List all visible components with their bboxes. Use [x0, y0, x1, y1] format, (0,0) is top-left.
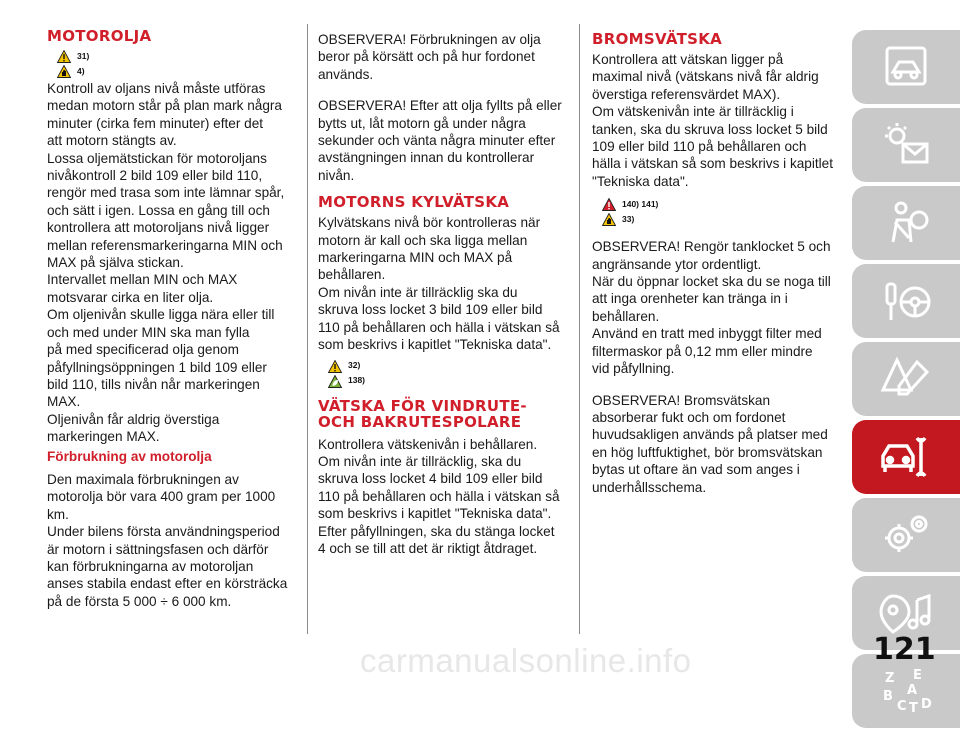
paragraph-brake-moisture — [592, 392, 844, 496]
heading-washer-a: VÄTSKA FÖR VINDRUTE- — [318, 396, 527, 415]
paragraph-note-consumption — [318, 31, 572, 83]
text-line: 110 på behållaren och hälla i vätskan så — [318, 488, 560, 504]
paragraph-brake-check — [592, 51, 844, 190]
car-service-tools-icon — [879, 432, 933, 482]
text-line: Om oljenivån skulle ligga nära eller till — [47, 307, 275, 323]
text-line: Använd en tratt med inbyggt filter med — [592, 326, 822, 342]
light-warning-mail-icon — [879, 120, 933, 170]
warning-ref[interactable]: 31) — [77, 50, 90, 61]
gears-icon — [879, 510, 933, 560]
warning-triangle-tools-icon — [879, 354, 933, 404]
text-line: underhållsschema. — [592, 479, 707, 495]
text-line: filtermaskor på 0,12 mm eller mindre — [592, 343, 813, 359]
paragraph-oil-consumption — [47, 471, 297, 610]
column-brake-fluid — [592, 31, 844, 496]
text-line: avstängningen innan du kontrollerar — [318, 150, 535, 166]
text-line: som beskrivs i kapitlet "Tekniska data". — [318, 506, 552, 522]
seatbelt-airbag-icon — [879, 198, 933, 248]
column-divider — [579, 24, 580, 634]
environment-leaf-icon — [328, 375, 342, 388]
chapter-sidebar — [852, 30, 960, 732]
text-line: behållaren. — [592, 308, 660, 324]
warning-triangle-icon — [328, 360, 342, 373]
chapter-tab-vehicle[interactable] — [852, 30, 960, 104]
svg-text:B: B — [883, 689, 893, 704]
paragraph-brake-clean — [592, 238, 844, 377]
chapter-tab-emergency[interactable] — [852, 342, 960, 416]
text-line: markeringarna MIN och MAX på — [318, 250, 513, 266]
svg-text:A: A — [907, 683, 918, 698]
svg-text:D: D — [921, 697, 932, 712]
text-line: OBSERVERA! Bromsvätskan — [592, 392, 771, 408]
text-line: Kontrollera att vätskan ligger på — [592, 52, 784, 67]
column-engine-oil — [47, 28, 297, 610]
text-line: Om vätskenivån inte är tillräcklig i — [592, 104, 794, 120]
text-line: angränsande ytor ordentligt. — [592, 256, 762, 272]
text-line: kontrollera att motoroljans nivå ligger — [47, 220, 270, 236]
text-line: Kontrollera vätskenivån i behållaren. — [318, 436, 538, 452]
text-line: Om nivån inte är tillräcklig, ska du — [318, 453, 522, 469]
caution-hand-icon — [602, 213, 616, 226]
chapter-tab-technical-data[interactable] — [852, 498, 960, 572]
text-line: nivån. — [318, 167, 355, 183]
text-line: motorolja bör vara 400 gram per 1000 — [47, 489, 276, 505]
music-nav-icon — [879, 588, 933, 638]
environment-ref[interactable]: 138) — [348, 375, 366, 386]
text-line: påfyllningsöppningen 1 bild 109 eller — [47, 359, 267, 375]
text-line: Efter påfyllningen, ska du stänga locket — [318, 523, 555, 539]
svg-text:Z: Z — [885, 671, 895, 686]
text-line: 109 eller bild 110 på behållaren och — [592, 139, 807, 155]
text-line: Intervallet mellan MIN och MAX — [47, 272, 238, 288]
text-line: När du öppnar locket ska du se noga till — [592, 274, 831, 290]
text-line: nivåkontroll 2 bild 109 eller bild 110, — [47, 168, 263, 184]
text-line: OBSERVERA! Förbrukningen av olja — [318, 32, 541, 47]
text-line: beror på körsätt och på hur fordonet — [318, 49, 535, 65]
text-line: är motorn i sättningsfasen och därför — [47, 541, 269, 557]
heading-coolant: MOTORNS KYLVÄTSKA — [318, 193, 510, 212]
text-line: bild 110, tills nivån når markeringen — [47, 376, 260, 392]
chapter-tab-starting[interactable] — [852, 264, 960, 338]
environment-ref-row — [328, 373, 572, 390]
text-line: 110 på behållaren och hälla i vätskan så — [318, 319, 560, 335]
text-line: OBSERVERA! Rengör tanklocket 5 och — [592, 239, 831, 255]
text-line: som beskrivs i kapitlet "Tekniska data". — [318, 337, 552, 353]
text-line: skruva loss locket 4 bild 109 eller bild — [318, 471, 543, 487]
text-line: Om nivån inte är tillräcklig ska du — [318, 284, 518, 300]
text-line: en hög luftfuktighet, bör bromsvätskan — [592, 444, 823, 460]
text-line: rengör med trasa som inte lämnar spår, — [47, 185, 285, 201]
caution-ref-row — [602, 211, 844, 228]
text-line: Under bilens första användningsperiod — [47, 524, 280, 540]
text-line: Lossa oljemätstickan för motoroljans — [47, 150, 267, 166]
subheading-oil-consumption: Förbrukning av motorolja — [47, 448, 212, 464]
heading-brake-fluid: BROMSVÄTSKA — [592, 30, 723, 48]
caution-hand-icon — [57, 65, 71, 78]
warning-triangle-icon — [602, 198, 616, 211]
page-number: 121 — [873, 632, 936, 667]
column-coolant-washer — [318, 31, 572, 557]
text-line: motsvarar cirka en liter olja. — [47, 289, 214, 305]
chapter-tab-maintenance[interactable] — [852, 420, 960, 494]
text-line: sekunder och vänta några minuter efter — [318, 133, 556, 149]
text-line: och med under MIN ska man fylla — [47, 324, 250, 340]
text-line: MAX. — [47, 394, 81, 410]
text-line: att inga orenheter kan tränga in i — [592, 291, 788, 307]
text-line: 4 och se till att det är riktigt åtdraget. — [318, 540, 538, 556]
caution-ref[interactable]: 4) — [77, 65, 85, 76]
text-line: Kontroll av oljans nivå måste utföras — [47, 81, 266, 96]
text-line: bytas ut oftare än vad som anges i — [592, 462, 800, 478]
paragraph-washer — [318, 436, 572, 558]
text-line: används. — [318, 66, 374, 82]
text-line: anses stabila endast efter en körsträcka — [47, 576, 288, 592]
column-divider — [307, 24, 308, 634]
warning-triangle-icon — [57, 50, 71, 63]
caution-ref[interactable]: 33) — [622, 214, 635, 225]
text-line: överstiga referensvärdet MAX). — [592, 86, 781, 102]
chapter-tab-dashboard[interactable] — [852, 108, 960, 182]
text-line: Oljenivån får aldrig överstiga — [47, 411, 220, 427]
text-line: MAX på själva stickan. — [47, 255, 184, 271]
text-line: på med specificerad olja genom — [47, 342, 239, 358]
text-line: minuter (cirka fem minuter) efter det — [47, 115, 264, 131]
text-line: hälla i vätskan så som beskrivs i kapitlet — [592, 156, 834, 172]
svg-text:C: C — [897, 699, 907, 714]
warning-ref[interactable]: 140) 141) — [622, 199, 659, 210]
text-line: motorn är kall och ska ligga mellan — [318, 232, 528, 248]
text-line: och sätt i igen. Lossa en gång till och — [47, 202, 270, 218]
text-line: bytts ut, låt motorn gå under några — [318, 115, 526, 131]
text-line: att motorn stängts av. — [47, 133, 177, 149]
text-line: absorberar fukt och om fordonet — [592, 409, 786, 425]
text-line: "Tekniska data". — [592, 173, 689, 189]
svg-text:E: E — [913, 668, 922, 683]
chapter-tab-safety[interactable] — [852, 186, 960, 260]
text-line: markeringen MAX. — [47, 429, 160, 445]
text-line: km. — [47, 506, 69, 522]
paragraph-oil-check — [47, 80, 297, 446]
text-line: på de första 5 000 ÷ 6 000 km. — [47, 593, 232, 609]
text-line: skruva loss locket 3 bild 109 eller bild — [318, 302, 543, 318]
text-line: Den maximala förbrukningen av — [47, 471, 239, 487]
text-line: OBSERVERA! Efter att olja fyllts på eller — [318, 98, 562, 114]
key-steering-icon — [879, 276, 933, 326]
paragraph-note-refill — [318, 97, 572, 184]
caution-ref-row — [57, 63, 297, 80]
text-line: huvudsakligen används på platser med — [592, 427, 828, 443]
heading-washer-b: OCH BAKRUTESPOLARE — [318, 412, 522, 431]
text-line: mellan referensmarkeringarna MIN och — [47, 237, 283, 253]
alphabet-index-icon — [879, 666, 933, 716]
text-line: Kylvätskans nivå bör kontrolleras när — [318, 215, 541, 231]
svg-text:T: T — [909, 701, 918, 716]
text-line: kan förbrukningarna av motoroljan — [47, 558, 254, 574]
warning-ref[interactable]: 32) — [348, 360, 361, 371]
text-line: vid påfyllning. — [592, 361, 675, 377]
text-line: behållaren. — [318, 267, 386, 283]
text-line: maximal nivå (vätskans nivå får aldrig — [592, 69, 819, 85]
heading-motorolja: MOTOROLJA — [47, 27, 152, 45]
text-line: tanken, ska du skruva loss locket 5 bild — [592, 121, 828, 137]
paragraph-coolant — [318, 214, 572, 353]
watermark: carmanualsonline.info — [360, 642, 692, 679]
text-line: medan motorn står på plan mark några — [47, 98, 282, 114]
car-info-icon — [879, 42, 933, 92]
